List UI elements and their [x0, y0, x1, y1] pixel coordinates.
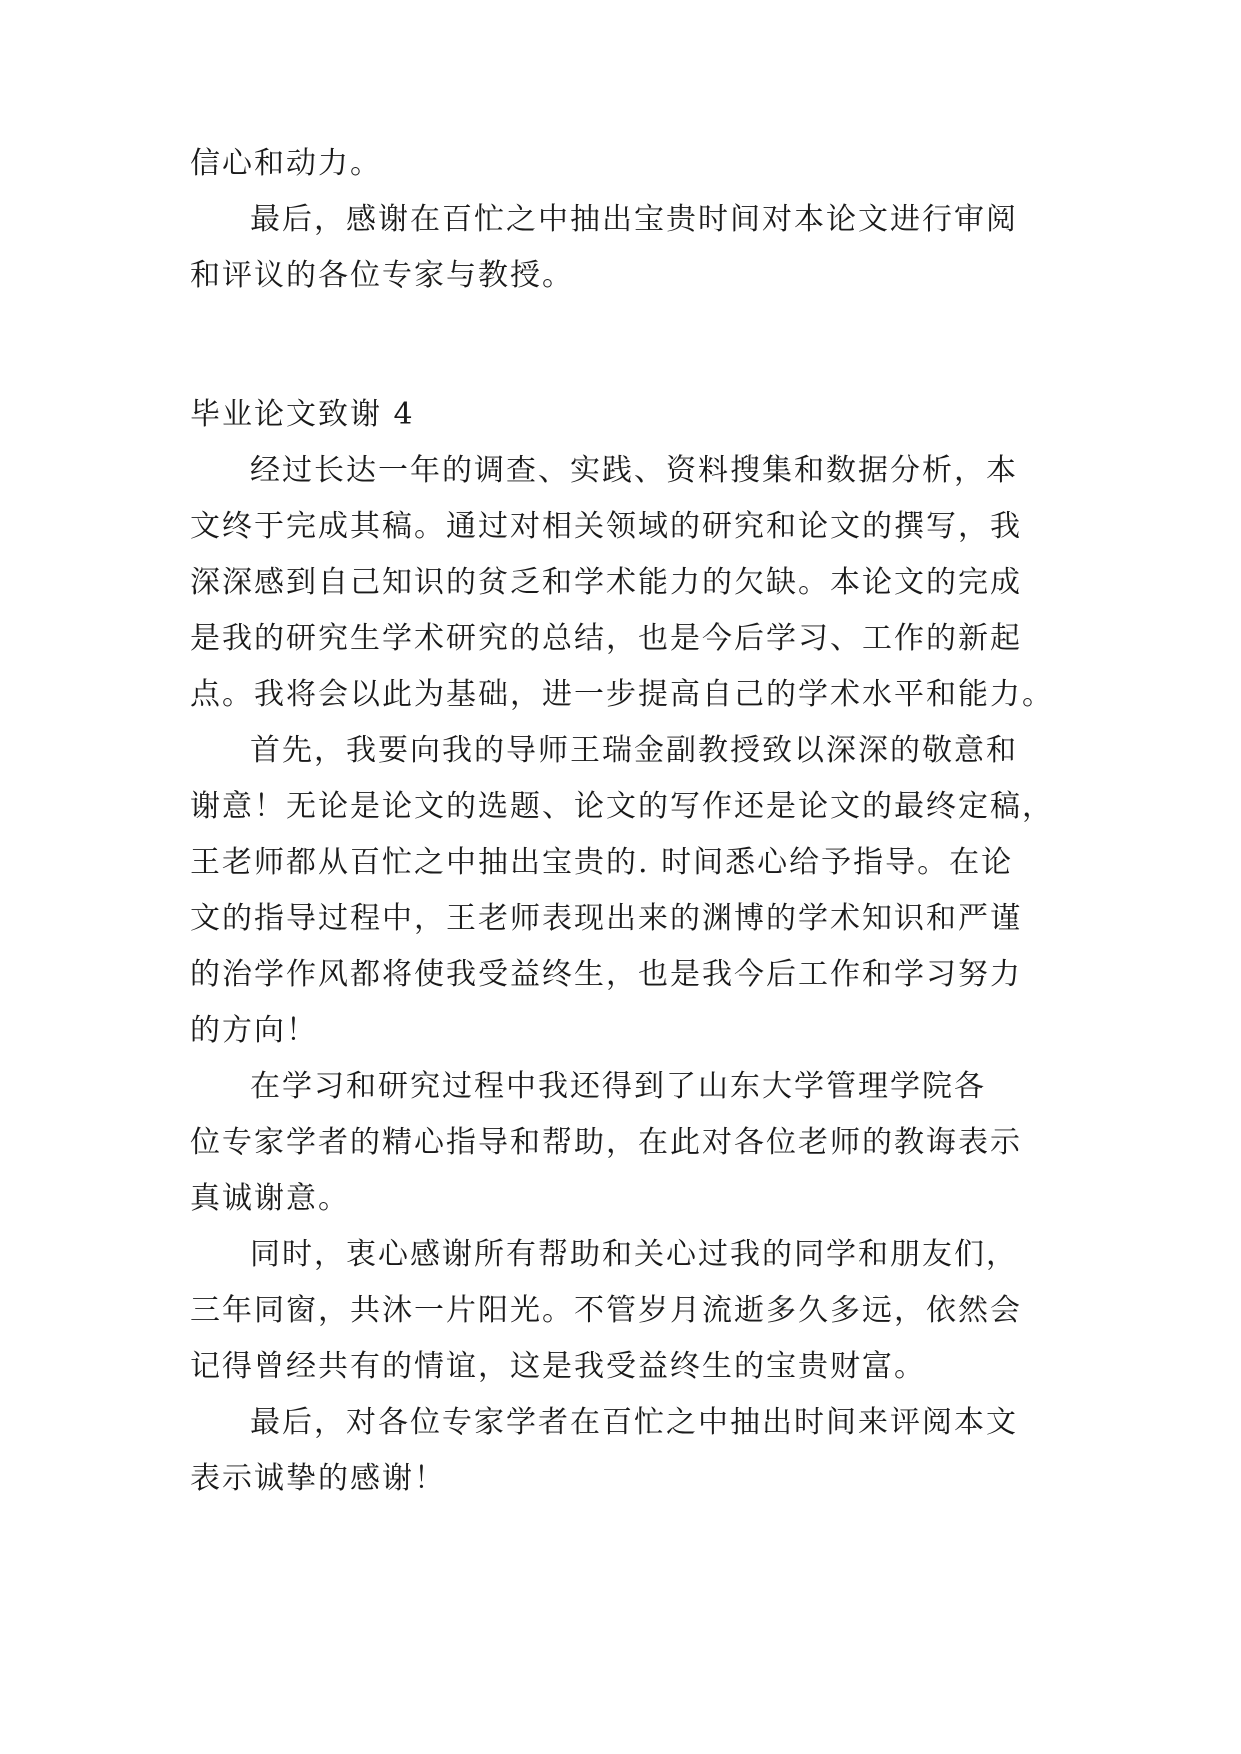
- text-line: 深深感到自己知识的贫乏和学术能力的欠缺。本论文的完成: [190, 565, 1022, 600]
- text-line: 王老师都从百忙之中抽出宝贵的. 时间悉心给予指导。在论: [190, 845, 1014, 880]
- text-line: 是我的研究生学术研究的总结，也是今后学习、工作的新起: [190, 621, 1022, 656]
- text-line: 和评议的各位专家与教授。: [190, 258, 574, 293]
- text-line: 文终于完成其稿。通过对相关领域的研究和论文的撰写，我: [190, 509, 1022, 544]
- text-line: 的方向！: [190, 1013, 318, 1048]
- text-line: 位专家学者的精心指导和帮助，在此对各位老师的教诲表示: [190, 1125, 1022, 1160]
- text-line: 文的指导过程中，王老师表现出来的渊博的学术知识和严谨: [190, 901, 1022, 936]
- text-line: 经过长达一年的调查、实践、资料搜集和数据分析，本: [250, 453, 1018, 488]
- text-line: 谢意！无论是论文的选题、论文的写作还是论文的最终定稿，: [190, 789, 1054, 824]
- text-line: 点。我将会以此为基础，进一步提高自己的学术水平和能力。: [190, 677, 1054, 712]
- text-line: 真诚谢意。: [190, 1181, 350, 1216]
- text-line: 表示诚挚的感谢！: [190, 1461, 446, 1496]
- text-line: 最后，对各位专家学者在百忙之中抽出时间来评阅本文: [250, 1405, 1018, 1440]
- text-line: 最后，感谢在百忙之中抽出宝贵时间对本论文进行审阅: [250, 202, 1018, 237]
- text-line: 信心和动力。: [190, 146, 382, 181]
- text-line: 在学习和研究过程中我还得到了山东大学管理学院各: [250, 1069, 986, 1104]
- text-line: 同时，衷心感谢所有帮助和关心过我的同学和朋友们，: [250, 1237, 1018, 1272]
- text-line: 三年同窗，共沐一片阳光。不管岁月流逝多久多远，依然会: [190, 1293, 1022, 1328]
- text-line: 的治学作风都将使我受益终生，也是我今后工作和学习努力: [190, 957, 1022, 992]
- text-line: 首先，我要向我的导师王瑞金副教授致以深深的敬意和: [250, 733, 1018, 768]
- text-line: 记得曾经共有的情谊，这是我受益终生的宝贵财富。: [190, 1349, 926, 1384]
- section-heading: 毕业论文致谢 4: [190, 397, 415, 432]
